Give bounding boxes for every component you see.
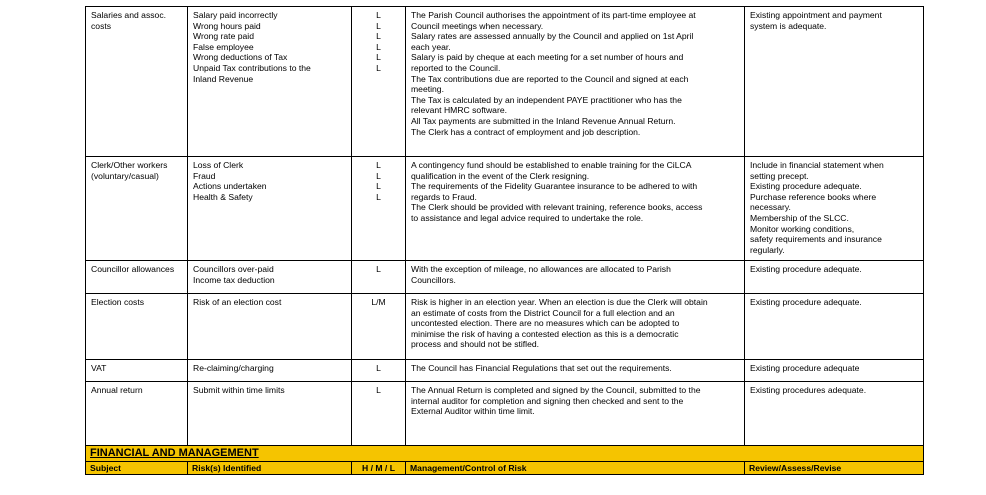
management-line: The Tax contributions due are reported to the Council and signed at each <box>411 73 689 84</box>
subject-text: Councillor allowances <box>91 264 175 274</box>
risks-cell <box>188 382 352 446</box>
review-line: Existing procedure adequate <box>750 363 860 373</box>
subject-text: VAT <box>91 363 107 373</box>
column-header-risks: Risk(s) Identified <box>188 461 352 475</box>
management-line: All Tax payments are submitted in the Inland Revenue Annual Return. <box>411 115 676 126</box>
review-line: Existing appointment and payment <box>750 10 882 20</box>
hml-rating: L <box>376 62 381 73</box>
risk-item: Wrong deductions of Tax <box>193 52 288 63</box>
management-line: meeting. <box>411 84 444 95</box>
management-line: uncontested election. There are no measures which can be adopted to <box>411 318 680 329</box>
risk-item: Actions undertaken <box>193 181 267 192</box>
management-line: Councillors. <box>411 274 456 285</box>
hml-cell <box>352 294 406 360</box>
hml-rating: L <box>376 31 381 42</box>
review-line: Monitor working conditions, <box>750 223 855 234</box>
management-line: The Annual Return is completed and signed by the Council, submitted to the <box>411 385 701 395</box>
management-line: each year. <box>411 41 451 52</box>
risks-cell <box>188 7 352 157</box>
hml-rating: L <box>376 20 381 31</box>
risk-item: Health & Safety <box>193 191 253 202</box>
risk-item: Loss of Clerk <box>193 160 244 170</box>
subject-text: Clerk/Other workers (voluntary/casual) <box>91 160 168 181</box>
subject-cell <box>86 7 188 157</box>
risks-cell <box>188 360 352 382</box>
management-cell <box>406 261 745 294</box>
hml-rating: L <box>376 41 381 52</box>
management-cell <box>406 157 745 261</box>
review-line: Existing procedure adequate. <box>750 297 862 307</box>
risk-item: Wrong rate paid <box>193 31 254 42</box>
column-header-review: Review/Assess/Revise <box>745 461 924 475</box>
table-row <box>86 294 924 360</box>
section-title: FINANCIAL AND MANAGEMENT <box>90 447 259 459</box>
risks-cell <box>188 157 352 261</box>
management-line: The Tax is calculated by an independent PAYE practitioner who has the <box>411 94 682 105</box>
review-cell <box>745 360 924 382</box>
risk-item: Wrong hours paid <box>193 20 261 31</box>
subject-text: Salaries and assoc. costs <box>91 10 166 31</box>
risk-assessment-table <box>85 6 924 475</box>
review-cell <box>745 261 924 294</box>
review-line: necessary. <box>750 202 791 213</box>
risks-cell <box>188 294 352 360</box>
hml-rating: L <box>376 170 381 181</box>
review-cell <box>745 382 924 446</box>
column-header-subject: Subject <box>86 461 188 475</box>
risk-table-body <box>86 7 924 446</box>
review-line: Existing procedure adequate. <box>750 181 862 192</box>
table-row <box>86 360 924 382</box>
column-header-row <box>86 461 924 475</box>
subject-cell <box>86 360 188 382</box>
management-cell <box>406 360 745 382</box>
management-line: The requirements of the Fidelity Guarantee insurance to be adhered to with <box>411 181 698 192</box>
management-cell <box>406 382 745 446</box>
subject-cell <box>86 261 188 294</box>
management-line: minimise the risk of having a contested election as this is a democratic <box>411 328 679 339</box>
subject-cell <box>86 382 188 446</box>
risk-item: Unpaid Tax contributions to the <box>193 62 311 73</box>
management-line: reported to the Council. <box>411 62 501 73</box>
management-line: A contingency fund should be established to enable training for the CiLCA <box>411 160 692 170</box>
hml-cell <box>352 7 406 157</box>
management-line: With the exception of mileage, no allowances are allocated to Parish <box>411 264 671 274</box>
risk-item: Re-claiming/charging <box>193 363 274 373</box>
review-line: Membership of the SLCC. <box>750 212 849 223</box>
management-line: regards to Fraud. <box>411 191 477 202</box>
management-line: to assistance and legal advice required to undertake the role. <box>411 212 644 223</box>
section-header-group <box>86 446 924 475</box>
management-line: The Parish Council authorises the appointment of its part-time employee at <box>411 10 696 20</box>
management-line: process and should not be stifled. <box>411 339 540 350</box>
risks-cell <box>188 261 352 294</box>
hml-rating: L <box>376 160 381 170</box>
risk-item: Councillors over-paid <box>193 264 274 274</box>
hml-rating: L <box>376 363 381 373</box>
column-header-management: Management/Control of Risk <box>406 461 745 475</box>
risk-item: Risk of an election cost <box>193 297 282 307</box>
management-line: Council meetings when necessary. <box>411 20 544 31</box>
review-line: system is adequate. <box>750 20 827 31</box>
review-cell <box>745 7 924 157</box>
management-line: The Council has Financial Regulations that set out the requirements. <box>411 363 672 373</box>
hml-cell <box>352 261 406 294</box>
management-line: Salary rates are assessed annually by the Council and applied on 1st April <box>411 31 694 42</box>
risk-item: False employee <box>193 41 254 52</box>
section-title-cell <box>86 446 924 462</box>
management-line: The Clerk has a contract of employment and job description. <box>411 126 641 137</box>
table-row <box>86 261 924 294</box>
risk-item: Fraud <box>193 170 216 181</box>
management-cell <box>406 7 745 157</box>
review-line: Existing procedures adequate. <box>750 385 867 395</box>
table-row <box>86 382 924 446</box>
management-line: Risk is higher in an election year. When an election is due the Clerk will obtain <box>411 297 708 307</box>
hml-cell <box>352 360 406 382</box>
management-line: The Clerk should be provided with relevant training, reference books, access <box>411 202 703 213</box>
review-line: safety requirements and insurance <box>750 234 882 245</box>
hml-rating: L <box>376 264 381 274</box>
section-header-row <box>86 446 924 462</box>
table-row <box>86 7 924 157</box>
hml-rating: L/M <box>371 297 386 307</box>
management-line: an estimate of costs from the District Council for a full election and an <box>411 307 675 318</box>
management-line: internal auditor for completion and signing then checked and sent to the <box>411 395 684 406</box>
management-line: qualification in the event of the Clerk resigning. <box>411 170 590 181</box>
subject-text: Annual return <box>91 385 143 395</box>
management-line: External Auditor within time limit. <box>411 406 535 417</box>
risk-item: Submit within time limits <box>193 385 285 395</box>
review-cell <box>745 157 924 261</box>
column-header-hml: H / M / L <box>352 461 406 475</box>
risk-item: Inland Revenue <box>193 73 254 84</box>
table-row <box>86 157 924 261</box>
management-line: Salary is paid by cheque at each meeting for a set number of hours and <box>411 52 684 63</box>
review-line: regularly. <box>750 244 785 255</box>
risk-item: Salary paid incorrectly <box>193 10 278 20</box>
hml-rating: L <box>376 191 381 202</box>
review-line: Purchase reference books where <box>750 191 877 202</box>
risk-item: Income tax deduction <box>193 274 275 285</box>
subject-text: Election costs <box>91 297 145 307</box>
review-line: Existing procedure adequate. <box>750 264 862 274</box>
management-cell <box>406 294 745 360</box>
review-cell <box>745 294 924 360</box>
subject-cell <box>86 294 188 360</box>
hml-rating: L <box>376 52 381 63</box>
hml-rating: L <box>376 10 381 20</box>
review-line: setting precept. <box>750 170 809 181</box>
hml-cell <box>352 382 406 446</box>
hml-cell <box>352 157 406 261</box>
hml-rating: L <box>376 181 381 192</box>
review-line: Include in financial statement when <box>750 160 884 170</box>
hml-rating: L <box>376 385 381 395</box>
management-line: relevant HMRC software. <box>411 105 507 116</box>
subject-cell <box>86 157 188 261</box>
